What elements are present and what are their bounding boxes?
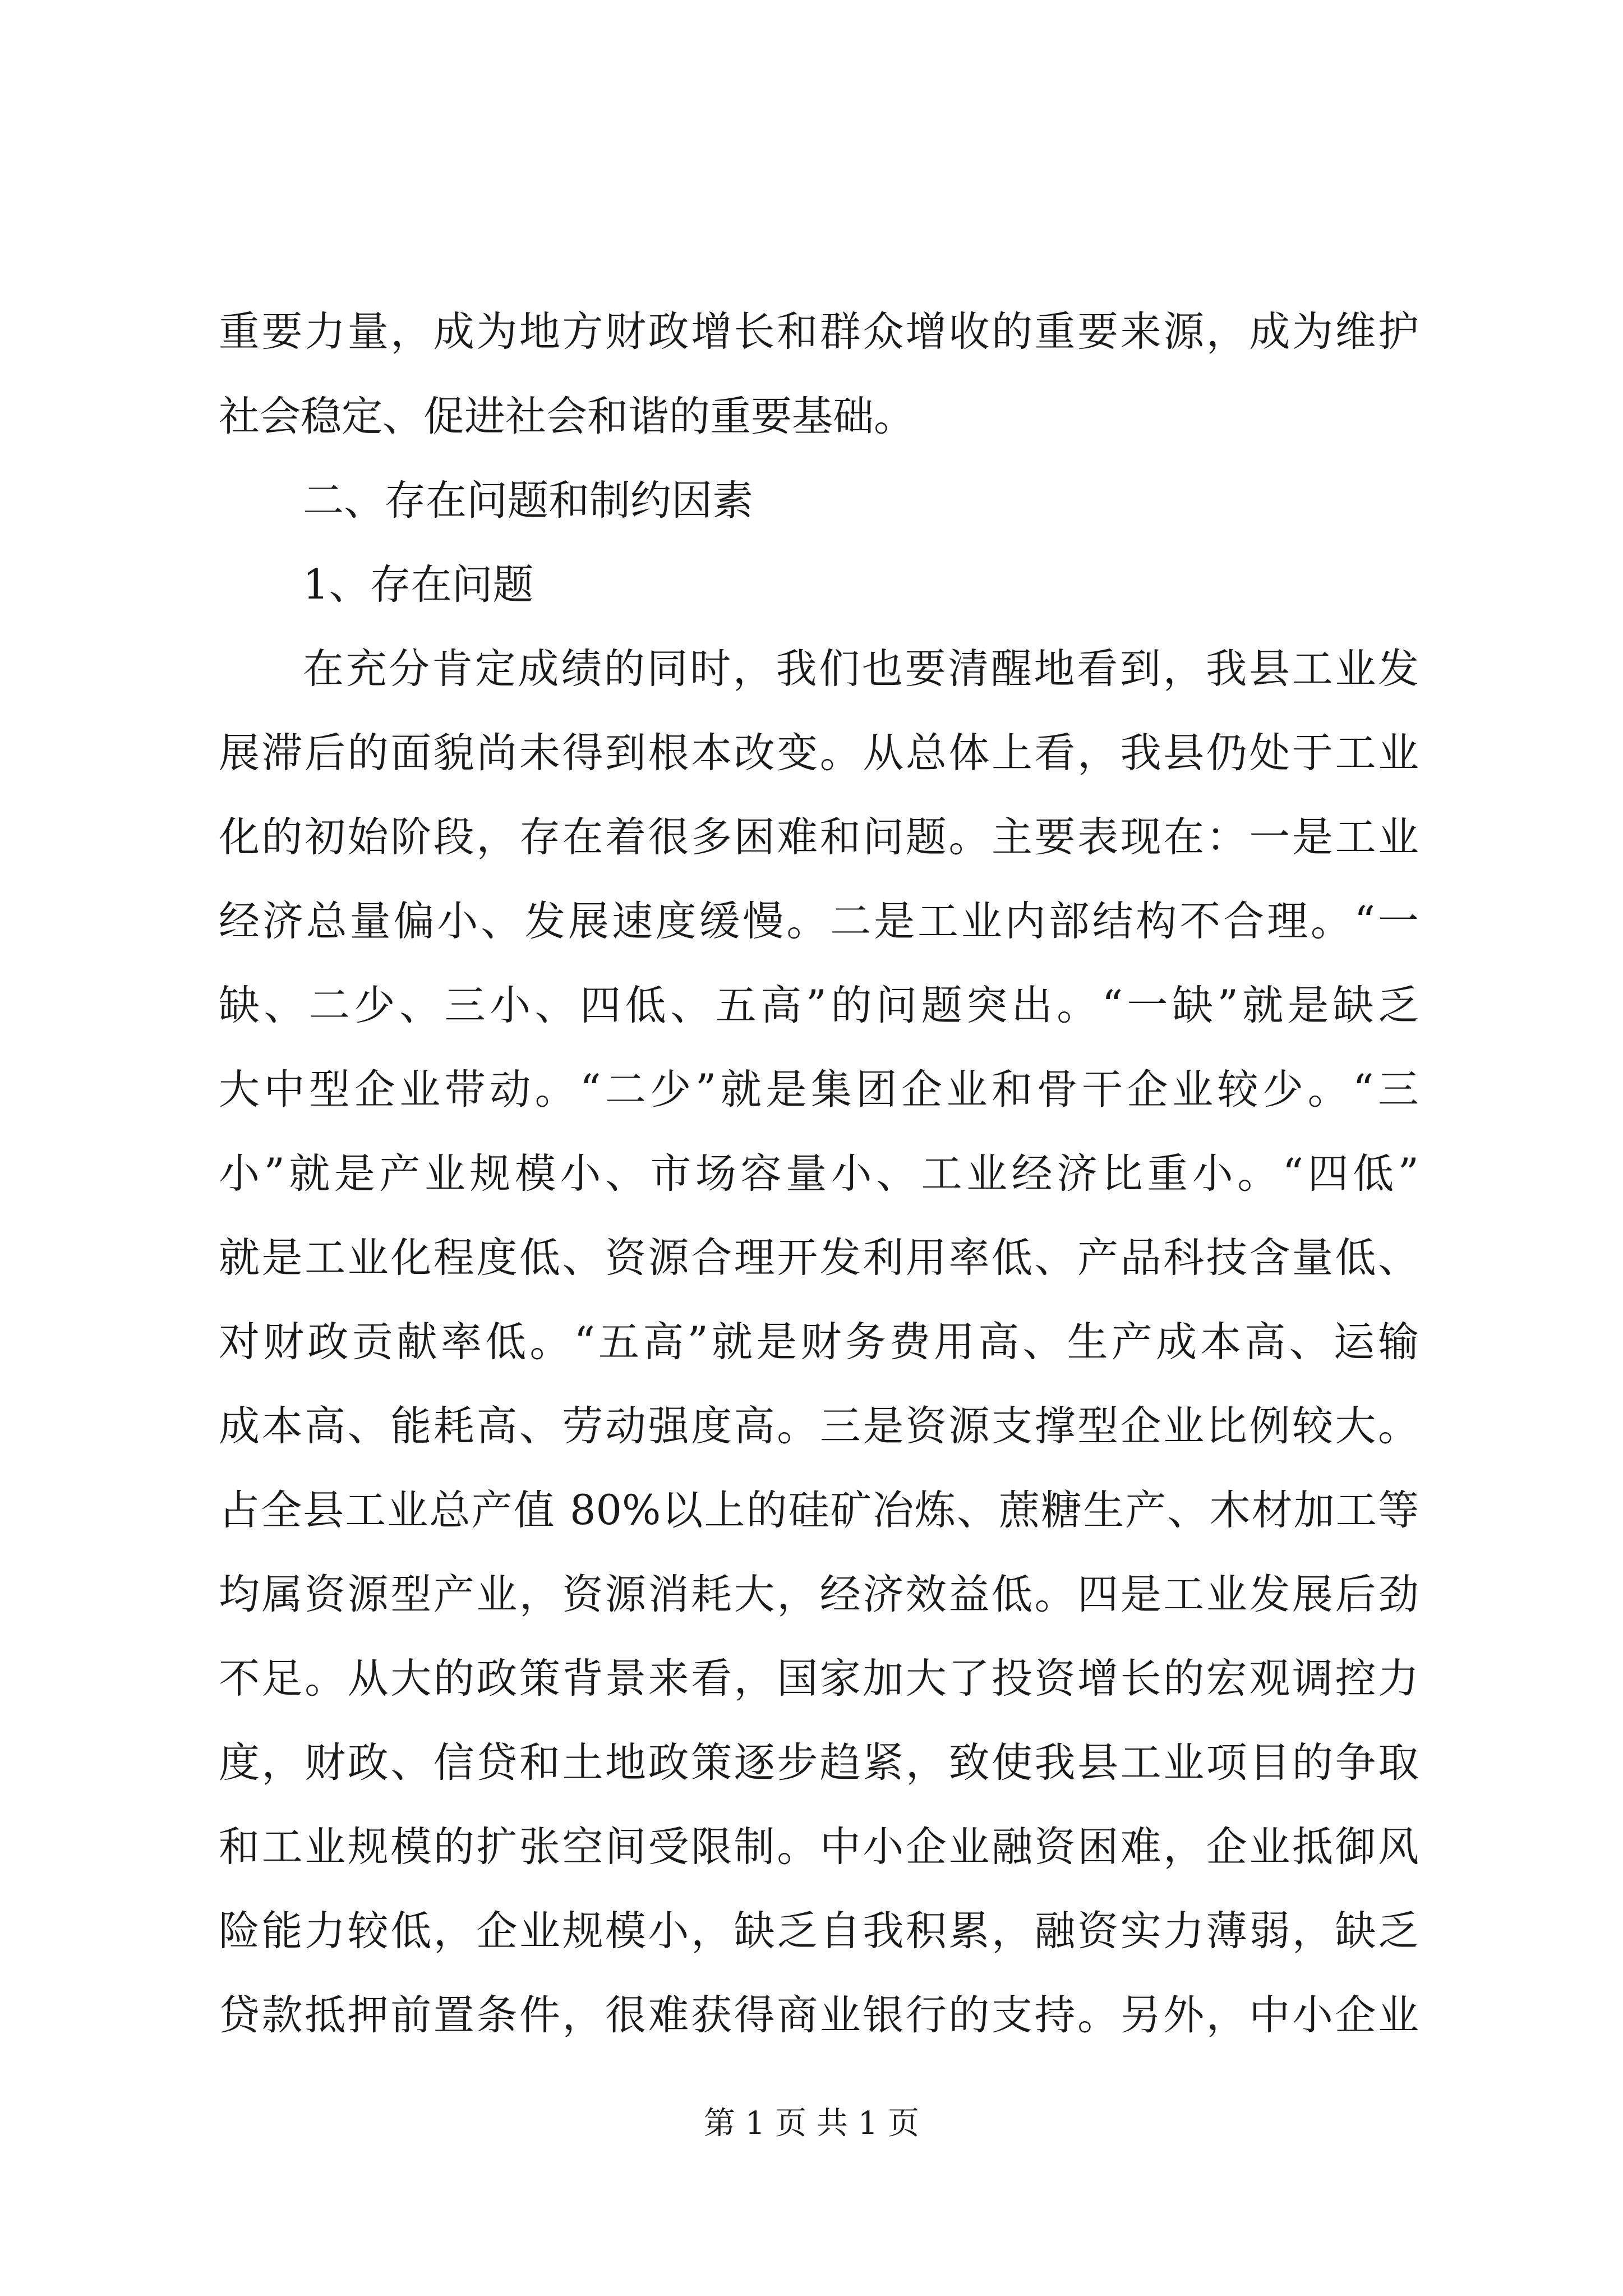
paragraph-line: 在充分肯定成绩的同时，我们也要清醒地看到，我县工业发: [303, 645, 1419, 693]
paragraph-line: 化的初始阶段，存在着很多困难和问题。主要表现在：一是工业: [219, 813, 1419, 861]
paragraph-line: 重要力量，成为地方财政增长和群众增收的重要来源，成为维护: [219, 308, 1419, 356]
paragraph-line: 贷款抵押前置条件，很难获得商业银行的支持。另外，中小企业: [219, 1991, 1419, 2039]
paragraph-line: 度，财政、信贷和土地政策逐步趋紧，致使我县工业项目的争取: [219, 1739, 1419, 1787]
page-number-footer: 第 1 页 共 1 页: [703, 2105, 920, 2142]
paragraph-line: 社会稳定、促进社会和谐的重要基础。: [219, 393, 915, 440]
paragraph-line: 不足。从大的政策背景来看，国家加大了投资增长的宏观调控力: [219, 1655, 1419, 1703]
paragraph-line: 经济总量偏小、发展速度缓慢。二是工业内部结构不合理。“一: [219, 898, 1419, 945]
subsection-heading: 1、存在问题: [303, 561, 534, 609]
paragraph-line: 均属资源型产业，资源消耗大，经济效益低。四是工业发展后劲: [219, 1571, 1419, 1618]
paragraph-line: 就是工业化程度低、资源合理开发利用率低、产品科技含量低、: [219, 1234, 1419, 1282]
paragraph-line: 占全县工业总产值 80%以上的硅矿冶炼、蔗糖生产、木材加工等: [219, 1487, 1419, 1534]
paragraph-line: 成本高、能耗高、劳动强度高。三是资源支撑型企业比例较大。: [219, 1402, 1419, 1450]
paragraph-line: 缺、二少、三小、四低、五高”的问题突出。“一缺”就是缺乏: [219, 982, 1419, 1029]
paragraph-line: 展滞后的面貌尚未得到根本改变。从总体上看，我县仍处于工业: [219, 729, 1419, 777]
paragraph-line: 对财政贡献率低。“五高”就是财务费用高、生产成本高、运输: [219, 1318, 1419, 1366]
paragraph-line: 险能力较低，企业规模小，缺乏自我积累，融资实力薄弱，缺乏: [219, 1907, 1419, 1955]
paragraph-line: 大中型企业带动。“二少”就是集团企业和骨干企业较少。“三: [219, 1066, 1419, 1114]
paragraph-line: 小”就是产业规模小、市场容量小、工业经济比重小。“四低”: [219, 1150, 1419, 1198]
section-heading: 二、存在问题和制约因素: [303, 477, 753, 524]
paragraph-line: 和工业规模的扩张空间受限制。中小企业融资困难，企业抵御风: [219, 1823, 1419, 1871]
